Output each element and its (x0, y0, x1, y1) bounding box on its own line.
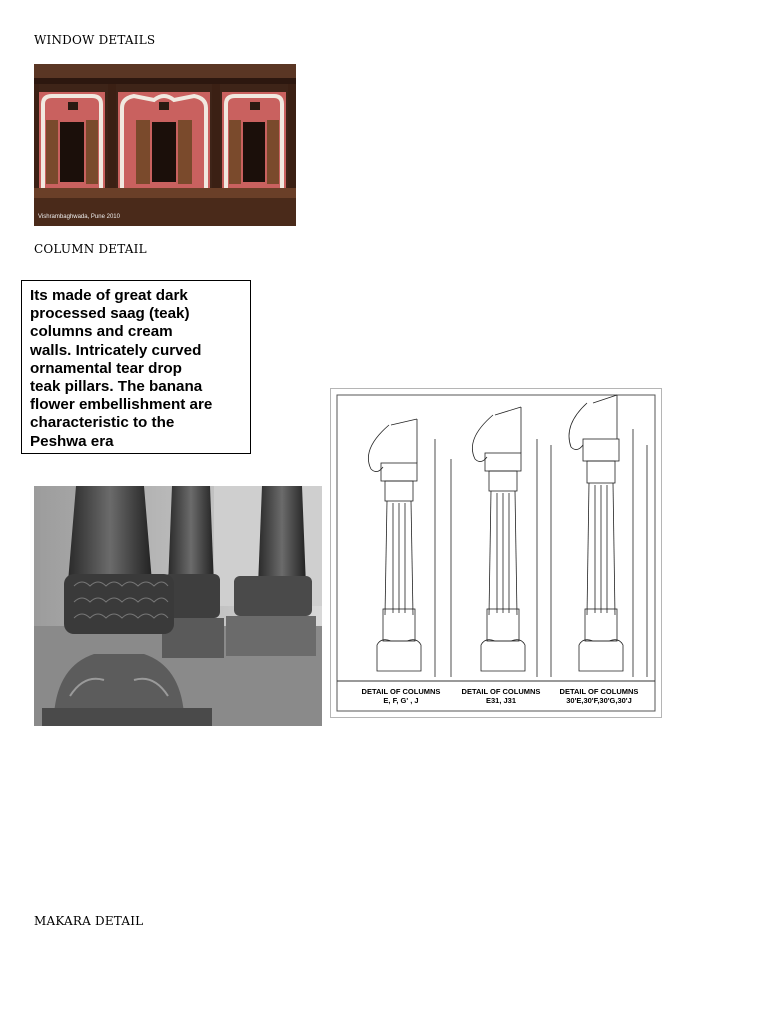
column-description-box (21, 280, 251, 454)
column-label-sub: E, F, G' , J (383, 696, 419, 705)
description-line: Peshwa era (30, 432, 114, 450)
column-measured-drawing (330, 388, 662, 718)
column-label-3 (549, 687, 649, 705)
window-photo-caption: Vishrambaghwada, Pune 2010 (38, 214, 120, 220)
column-label-title: DETAIL OF COLUMNS (461, 687, 541, 696)
column-label-title: DETAIL OF COLUMNS (559, 687, 639, 696)
makara-detail-heading: MAKARA DETAIL (34, 914, 144, 928)
column-elevations (331, 389, 661, 717)
description-line: flower embellishment are (30, 396, 213, 414)
column-label-sub: 30'E,30'F,30'G,30'J (566, 696, 632, 705)
window-illustration (34, 64, 296, 226)
description-line: walls. Intricately curved (30, 341, 202, 359)
column-photo-illustration (34, 486, 322, 726)
description-line: ornamental tear drop (30, 359, 182, 377)
column-detail-heading: COLUMN DETAIL (34, 242, 147, 256)
description-line: characteristic to the (30, 414, 175, 432)
column-photo (34, 486, 322, 726)
window-photo (34, 64, 296, 226)
column-label-1 (351, 687, 451, 705)
description-line: processed saag (teak) (30, 305, 190, 323)
description-line: columns and cream (30, 323, 173, 341)
column-label-sub: E31, J31 (485, 696, 517, 705)
description-line: Its made of great dark (30, 287, 188, 304)
column-label-title: DETAIL OF COLUMNS (361, 687, 441, 696)
window-details-heading: WINDOW DETAILS (34, 33, 156, 47)
description-line: teak pillars. The banana (30, 378, 203, 396)
column-label-2 (451, 687, 551, 705)
